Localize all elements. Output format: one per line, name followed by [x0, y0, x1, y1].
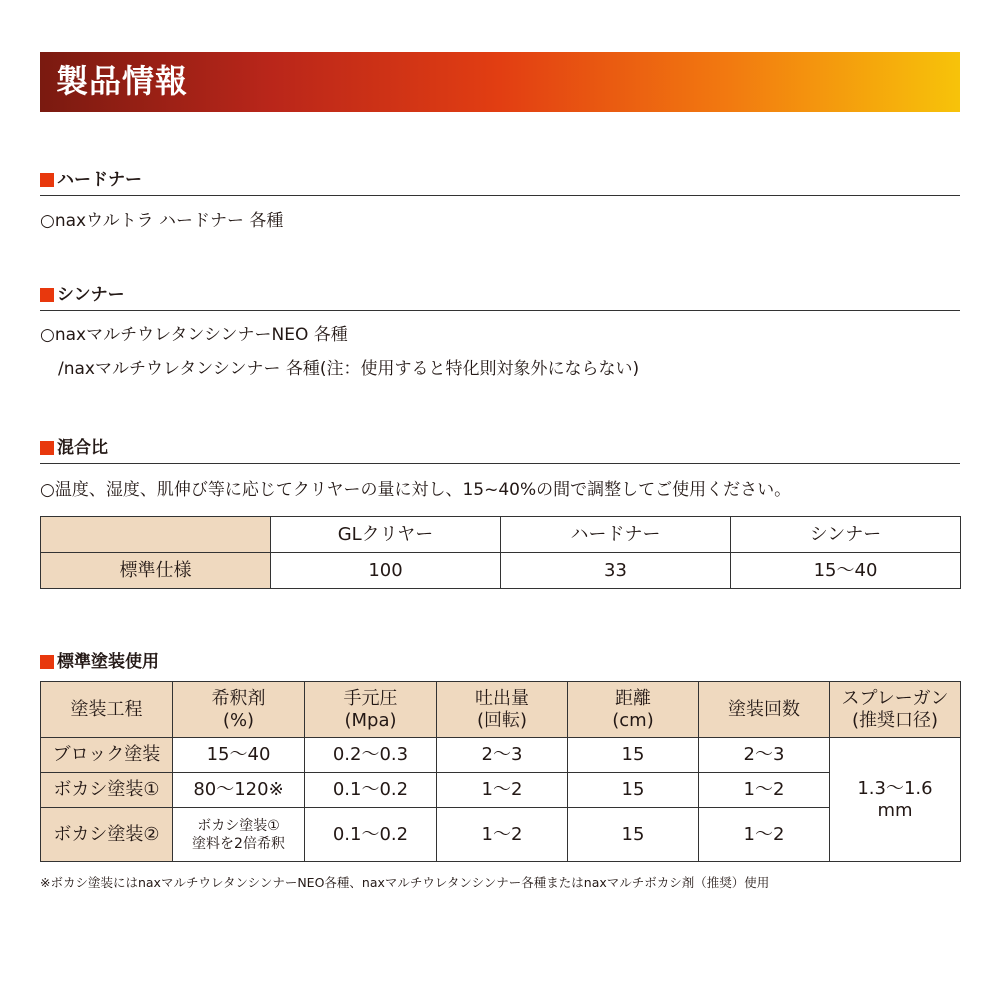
hardener-text: ○naxウルトラ ハードナー 各種: [40, 211, 284, 231]
cell-coats: 2〜3: [699, 738, 830, 773]
row-process: ボカシ塗装②: [41, 808, 173, 862]
cell-dilution: ボカシ塗装① 塗料を2倍希釈: [173, 808, 305, 862]
table-header-row: [41, 682, 961, 738]
cell-spray-gun: 1.3〜1.6 mm: [830, 738, 961, 862]
bullet-square-icon: [40, 441, 54, 455]
table-header-row: [41, 517, 961, 553]
header-cell-hardener: ハードナー: [501, 517, 731, 553]
section-label: 標準塗装使用: [57, 652, 159, 672]
cell-distance: 15: [568, 738, 699, 773]
bullet-square-icon: [40, 173, 54, 187]
cell-coats: 1〜2: [699, 808, 830, 862]
cell-dilution: 80〜120※: [173, 773, 305, 808]
cell-thinner-value: 15〜40: [731, 553, 961, 589]
cell-dilution: 15〜40: [173, 738, 305, 773]
cell-distance: 15: [568, 773, 699, 808]
thinner-text-line2: /naxマルチウレタンシンナー 各種(注：使用すると特化則対象外にならない): [58, 359, 640, 379]
cell-discharge: 2〜3: [437, 738, 568, 773]
row-process: ボカシ塗装①: [41, 773, 173, 808]
footnote: ※ボカシ塗装にはnaxマルチウレタンシンナーNEO各種、naxマルチウレタンシンナー各種またはnaxマルチボカシ剤（推奨）使用: [40, 875, 770, 890]
thinner-text-line1: ○naxマルチウレタンシンナーNEO 各種: [40, 325, 348, 345]
header-dilution: 希釈剤 (%): [173, 682, 305, 738]
section-heading-hardener: [40, 168, 960, 196]
bullet-square-icon: [40, 655, 54, 669]
cell-hardener-value: 33: [501, 553, 731, 589]
cell-distance: 15: [568, 808, 699, 862]
cell-pressure: 0.1〜0.2: [305, 773, 437, 808]
header-distance: 距離 (cm): [568, 682, 699, 738]
section-label: ハードナー: [57, 170, 142, 190]
page-title: 製品情報: [56, 62, 189, 100]
header-cell-clear: GLクリヤー: [271, 517, 501, 553]
section-heading-standard-painting: [40, 650, 960, 678]
header-cell-thinner: シンナー: [731, 517, 961, 553]
section-label: 混合比: [57, 438, 108, 458]
title-banner: [40, 52, 960, 112]
section-heading-thinner: [40, 283, 960, 311]
table-row: [41, 773, 961, 808]
mix-ratio-table: [40, 516, 961, 589]
header-spray-gun: スプレーガン (推奨口径): [830, 682, 961, 738]
header-cell-empty: [41, 517, 271, 553]
cell-discharge: 1〜2: [437, 808, 568, 862]
cell-pressure: 0.1〜0.2: [305, 808, 437, 862]
table-row: [41, 808, 961, 862]
header-discharge: 吐出量 (回転): [437, 682, 568, 738]
row-process: ブロック塗装: [41, 738, 173, 773]
bullet-square-icon: [40, 288, 54, 302]
mix-ratio-text: ○温度、湿度、肌伸び等に応じてクリヤーの量に対し、15~40%の間で調整してご使用ください。: [40, 480, 792, 500]
cell-clear-value: 100: [271, 553, 501, 589]
section-label: シンナー: [57, 285, 125, 305]
table-row: [41, 738, 961, 773]
header-process: 塗装工程: [41, 682, 173, 738]
cell-pressure: 0.2〜0.3: [305, 738, 437, 773]
cell-coats: 1〜2: [699, 773, 830, 808]
cell-discharge: 1〜2: [437, 773, 568, 808]
table-row: [41, 553, 961, 589]
standard-painting-table: [40, 681, 961, 862]
section-heading-mix-ratio: [40, 436, 960, 464]
header-coats: 塗装回数: [699, 682, 830, 738]
row-label-standard: 標準仕様: [41, 553, 271, 589]
header-pressure: 手元圧 (Mpa): [305, 682, 437, 738]
